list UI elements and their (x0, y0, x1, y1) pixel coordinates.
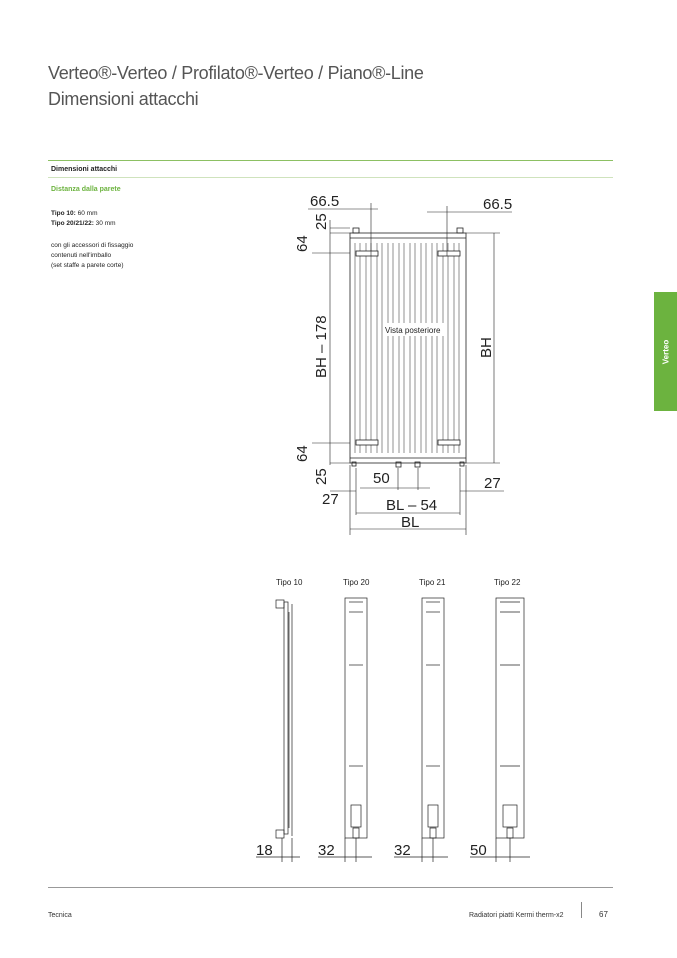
page-number: 67 (599, 910, 608, 919)
dimension-labels (294, 193, 512, 531)
dim-height-mid: BH – 178 (313, 315, 330, 378)
section-subheading: Distanza dalla parete (51, 186, 121, 193)
dim-right-27: 27 (484, 475, 501, 492)
note-line-2: contenuti nell'imballo (51, 252, 112, 259)
section-heading: Dimensioni attacchi (51, 166, 118, 173)
dim-top-left: 66.5 (310, 193, 340, 210)
spec-line-tipo20: Tipo 20/21/22: 30 mm (51, 220, 116, 227)
dim-height-total: BH (478, 337, 495, 358)
dim-bottom-64: 64 (294, 445, 311, 462)
footer-product: Radiatori piatti Kermi therm-x2 (469, 912, 564, 919)
dim-width-mid: BL – 54 (386, 497, 438, 514)
type-dim-tipo22: 50 (470, 842, 487, 859)
type-sections (256, 598, 530, 862)
page-title-line2: Dimensioni attacchi (48, 89, 199, 109)
dim-bottom-25: 25 (313, 468, 330, 485)
type-dim-tipo21: 32 (394, 842, 411, 859)
dim-top-64: 64 (294, 235, 311, 252)
type-label-tipo21: Tipo 21 (419, 578, 446, 587)
section-tipo21 (422, 598, 444, 838)
radiator-fins (355, 243, 459, 453)
dim-conn-50: 50 (373, 470, 390, 487)
type-label-tipo22: Tipo 22 (494, 578, 521, 587)
spec-line-tipo10: Tipo 10: 60 mm (51, 210, 98, 217)
type-dim-tipo10: 18 (256, 842, 273, 859)
page-title-line1: Verteo®-Verteo / Profilato®-Verteo / Piano®-Line (48, 63, 424, 83)
footer-rule (48, 887, 613, 888)
section-tipo22 (496, 598, 524, 838)
dim-top-25: 25 (313, 213, 330, 230)
type-dim-tipo20: 32 (318, 842, 335, 859)
note-line-3: (set staffe a parete corte) (51, 262, 124, 269)
side-tab-label: Verteo (661, 339, 670, 364)
dim-width-total: BL (401, 514, 420, 531)
dim-top-right: 66.5 (483, 196, 513, 213)
footer-separator (581, 902, 582, 918)
type-label-tipo20: Tipo 20 (343, 578, 370, 587)
footer-section: Tecnica (48, 912, 72, 919)
radiator-rear-view (350, 228, 466, 467)
type-label-tipo10: Tipo 10 (276, 578, 303, 587)
view-label: Vista posteriore (385, 326, 441, 335)
note-line-1: con gli accessori di fissaggio (51, 242, 134, 249)
section-tipo10 (276, 600, 292, 838)
dim-left-27: 27 (322, 491, 339, 508)
section-tipo20 (345, 598, 367, 838)
